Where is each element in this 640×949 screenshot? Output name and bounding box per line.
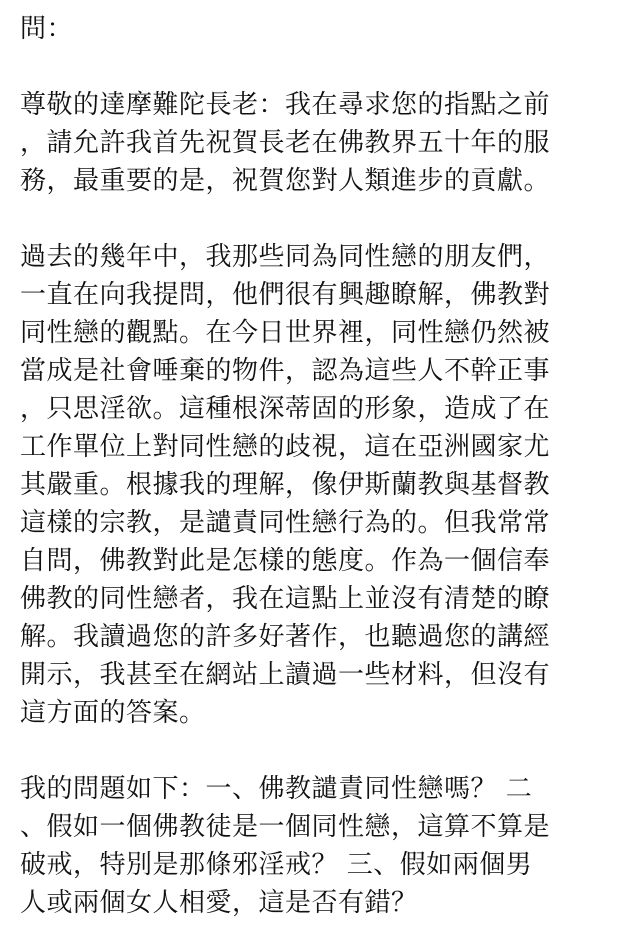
text-line: 其嚴重。根據我的理解，像伊斯蘭教與基督教 <box>20 470 551 500</box>
text-line: 破戒，特別是那條邪淫戒？ 三、假如兩個男 <box>20 850 533 880</box>
text-line: 一直在向我提問，他們很有興趣瞭解，佛教對 <box>20 280 551 310</box>
text-line: 佛教的同性戀者，我在這點上並沒有清楚的瞭 <box>20 584 551 614</box>
paragraph-greeting <box>20 86 628 200</box>
text-line: 過去的幾年中，我那些同為同性戀的朋友們， <box>20 242 551 272</box>
question-label: 問： <box>20 14 74 44</box>
text-line: 人或兩個女人相愛，這是否有錯？ <box>20 888 418 918</box>
paragraph-gap <box>20 200 628 238</box>
paragraph-questions <box>20 770 628 922</box>
text-line: 尊敬的達摩難陀長老：我在尋求您的指點之前 <box>20 90 551 120</box>
text-line: 解。我讀過您的許多好著作，也聽過您的講經 <box>20 622 551 652</box>
text-line: 工作單位上對同性戀的歧視，這在亞洲國家尤 <box>20 432 551 462</box>
text-line: 開示，我甚至在網站上讀過一些材料，但沒有 <box>20 660 551 690</box>
text-line: 這樣的宗教，是譴責同性戀行為的。但我常常 <box>20 508 551 538</box>
text-line: 、假如一個佛教徒是一個同性戀，這算不算是 <box>20 812 551 842</box>
paragraph-gap <box>20 732 628 770</box>
text-line: 務，最重要的是，祝賀您對人類進步的貢獻。 <box>20 166 551 196</box>
paragraph-background <box>20 238 628 732</box>
text-line: ，請允許我首先祝賀長老在佛教界五十年的服 <box>20 128 551 158</box>
text-line: ，只思淫欲。這種根深蒂固的形象，造成了在 <box>20 394 551 424</box>
paragraph-gap <box>20 48 628 86</box>
text-line: 這方面的答案。 <box>20 698 206 728</box>
text-line: 自問，佛教對此是怎樣的態度。作為一個信奉 <box>20 546 551 576</box>
document-body <box>20 10 628 922</box>
text-line: 當成是社會唾棄的物件，認為這些人不幹正事 <box>20 356 551 386</box>
text-line: 我的問題如下：一、佛教譴責同性戀嗎？ 二 <box>20 774 533 804</box>
text-line: 同性戀的觀點。在今日世界裡，同性戀仍然被 <box>20 318 551 348</box>
